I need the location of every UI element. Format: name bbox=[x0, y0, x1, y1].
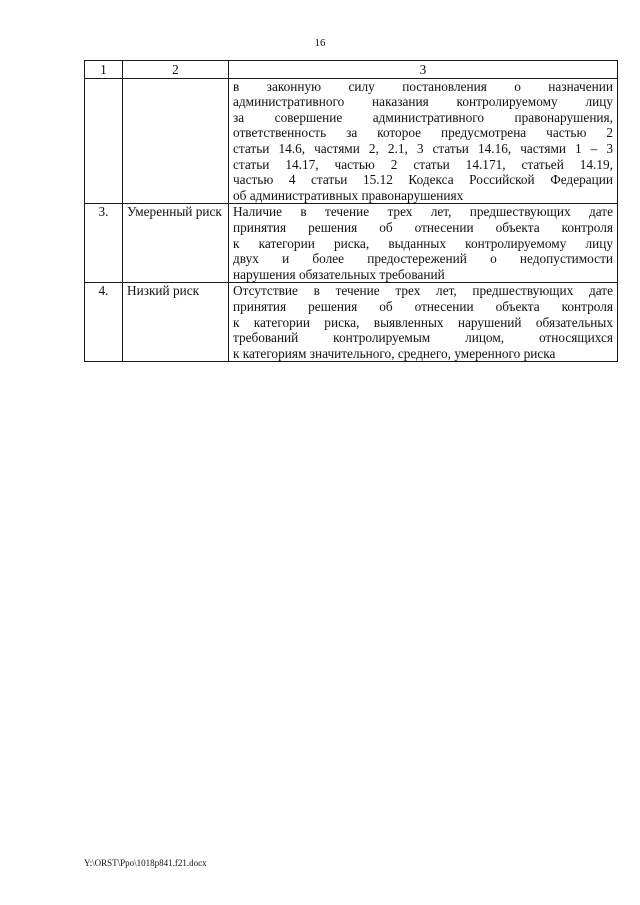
risk-name-cell: Низкий риск bbox=[123, 283, 229, 362]
text-line: к категориям значительного, среднего, умеренного риска bbox=[233, 345, 556, 361]
column-header-3: 3 bbox=[229, 61, 618, 79]
text-line: требований контролируемым лицом, относящихся bbox=[233, 330, 613, 346]
table-row bbox=[85, 204, 618, 283]
text-line: административного наказания контролируемому лицу bbox=[233, 94, 613, 110]
text-line: Отсутствие в течение трех лет, предшествующих дате bbox=[233, 283, 613, 299]
text-line: статьи 14.6, частями 2, 2.1, 3 статьи 14.16, частями 1 – 3 bbox=[233, 140, 613, 156]
text-line: об административных правонарушениях bbox=[233, 187, 464, 203]
criteria-text-cell bbox=[229, 78, 618, 204]
criteria-text-cell bbox=[229, 283, 618, 362]
column-header-2: 2 bbox=[123, 61, 229, 79]
footer-file-path: Y:\ORST\Ppo\1018p841.f21.docx bbox=[84, 858, 207, 868]
risk-name-cell bbox=[123, 78, 229, 204]
page-number: 16 bbox=[314, 37, 326, 49]
column-header-1: 1 bbox=[85, 61, 123, 79]
row-number-cell bbox=[85, 78, 123, 204]
criteria-text-cell bbox=[229, 204, 618, 283]
text-line: двух и более предостережений о недопустимости bbox=[233, 251, 613, 267]
text-line: к категории риска, выявленных нарушений обязательных bbox=[233, 314, 613, 330]
table-row bbox=[85, 78, 618, 204]
text-line: к категории риска, выданных контролируемому лицу bbox=[233, 235, 613, 251]
text-line: статьи 14.17, частью 2 статьи 14.171, статьей 14.19, bbox=[233, 156, 613, 172]
text-line: принятия решения об отнесении объекта контроля bbox=[233, 219, 613, 235]
text-line: частью 4 статьи 15.12 Кодекса Российской Федерации bbox=[233, 172, 613, 188]
text-line: в законную силу постановления о назначении bbox=[233, 78, 613, 94]
text-line: Наличие в течение трех лет, предшествующих дате bbox=[233, 204, 613, 220]
table-header-row bbox=[85, 61, 618, 79]
text-line: нарушения обязательных требований bbox=[233, 266, 445, 282]
text-line: ответственность за которое предусмотрена частью 2 bbox=[233, 125, 613, 141]
text-line: принятия решения об отнесении объекта контроля bbox=[233, 298, 613, 314]
text-line: за совершение административного правонарушения, bbox=[233, 109, 613, 125]
risk-category-table bbox=[84, 60, 618, 362]
row-number-cell: 3. bbox=[85, 204, 123, 283]
table-row bbox=[85, 283, 618, 362]
row-number-cell: 4. bbox=[85, 283, 123, 362]
risk-name-cell: Умеренный риск bbox=[123, 204, 229, 283]
